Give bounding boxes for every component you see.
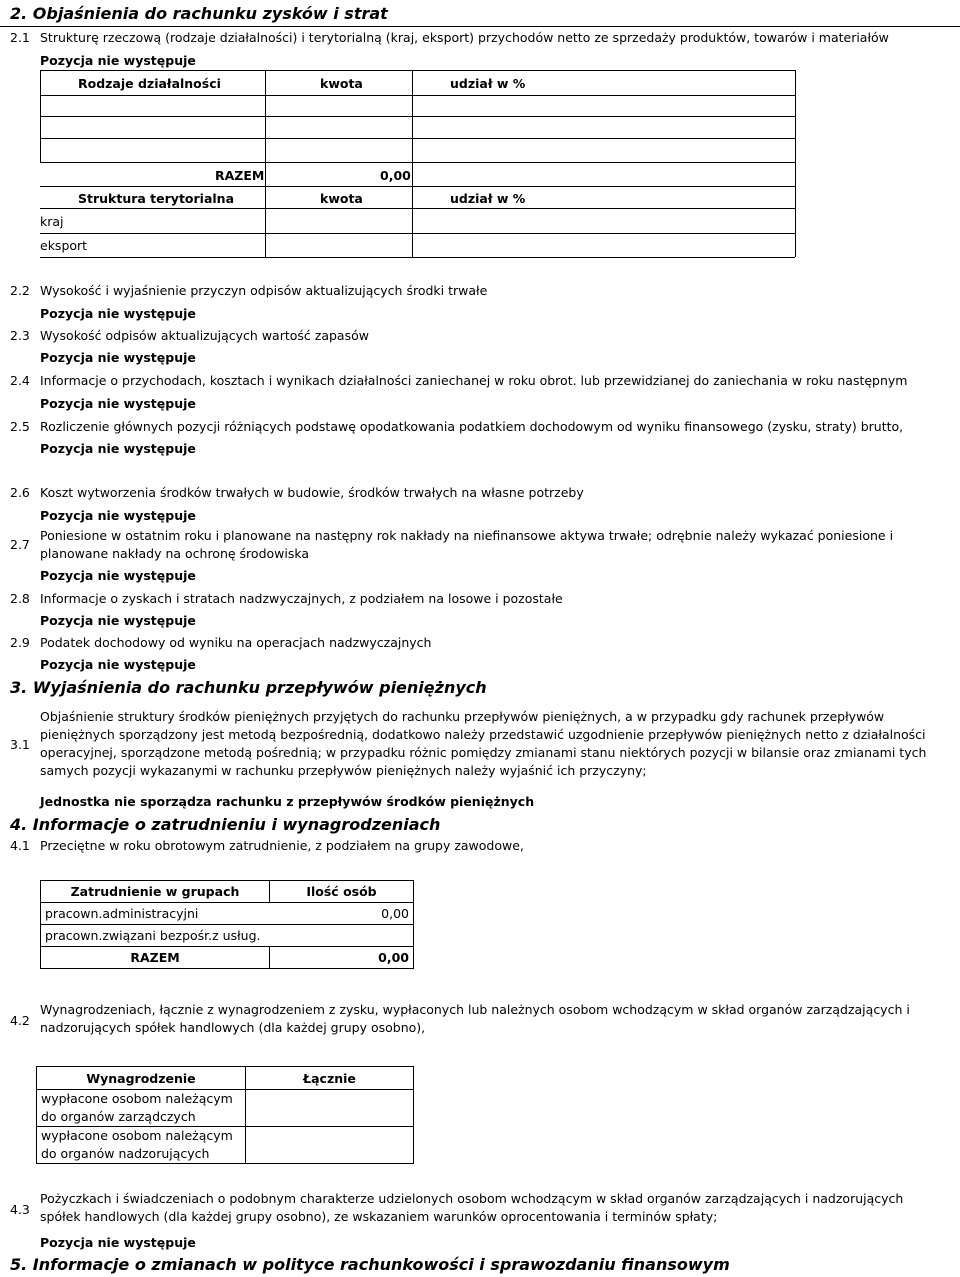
employment-row-label: pracown.związani bezpośr.z usług. [41,925,270,947]
s23-num: 2.3 [10,328,30,343]
employment-total-value: 0,00 [270,947,414,969]
s28-num: 2.8 [10,591,30,606]
section-5-title: 5. Informacje o zmianach w polityce rachunkowości i sprawozdaniu finansowym [10,1255,730,1274]
s26-text: Koszt wytworzenia środków trwałych w budowie, środków trwałych na własne potrzeby [40,485,584,500]
s27-text: Poniesione w ostatnim roku i planowane na następny rok nakłady na niefinansowe aktywa trwałe; odrębnie należy wykazać poniesione i planowane nakłady na ochronę środowiska [40,528,894,561]
territory-header-amount: kwota [320,191,363,206]
divider [0,26,960,27]
employment-row-value: 0,00 [270,903,414,925]
employment-table [40,880,414,969]
not-applicable-label: Pozycja nie występuje [40,508,196,523]
s21-text: Strukturę rzeczową (rodzaje działalności) i terytorialną (kraj, eksport) przychodów netto ze sprzedaży produktów, towarów i materiałów [40,30,889,45]
employment-total-label: RAZEM [41,947,270,969]
territory-header-share: udział w % [450,191,526,206]
not-applicable-label: Pozycja nie występuje [40,350,196,365]
not-applicable-label: Pozycja nie występuje [40,53,196,68]
s31-text: Objaśnienie struktury środków pieniężnych przyjętych do rachunku przepływów pieniężnych, a w przypadku gdy rachunek przepływów pieniężnych sporządzony jest metodą bezpośrednią, dodatkowo należy przedstawić uzgodnienie przepływów pieniężnych netto z działalności operacyjnej, sporządzone metodą pośrednią; w przypadku różnic pomiędzy zmianami stanu niektórych pozycji w bilansie oraz zmianami tych samych pozycji wykazanymi w rachunku przepływów pieniężnych należy wyjaśnić ich przyczyny; [40,709,927,778]
s21-num: 2.1 [10,30,30,45]
employment-row-label: pracown.administracyjni [41,903,270,925]
s25-text: Rozliczenie głównych pozycji różniących podstawę opodatkowania podatkiem dochodowym od wyniku finansowego (zysku, straty) brutto, [40,419,904,434]
salary-row-management: wypłacone osobom należącym do organów zarządczych [37,1090,246,1127]
s23-text: Wysokość odpisów aktualizujących wartość zapasów [40,328,369,343]
activity-header-type: Rodzaje działalności [78,76,221,91]
salary-value-cell [246,1090,414,1127]
s31-num: 3.1 [10,737,30,752]
not-applicable-label: Pozycja nie występuje [40,657,196,672]
s29-num: 2.9 [10,635,30,650]
s27-num: 2.7 [10,537,30,552]
salary-table [36,1066,414,1164]
s41-num: 4.1 [10,838,30,853]
s42-num: 4.2 [10,1013,30,1028]
s42-text: Wynagrodzeniach, łącznie z wynagrodzeniem z zysku, wypłaconych lub należnych osobom wchodzącym w skład organów zarządzających i nadzorujących spółek handlowych (dla każdej grupy osobno), [40,1002,910,1035]
not-applicable-label: Pozycja nie występuje [40,613,196,628]
s25-num: 2.5 [10,419,30,434]
section-4-title: 4. Informacje o zatrudnieniu i wynagrodzeniach [10,815,441,834]
salary-value-cell [246,1127,414,1164]
employment-header-count: Ilość osób [270,881,414,903]
s22-num: 2.2 [10,283,30,298]
activity-total-label: RAZEM [215,168,265,183]
activity-total-value: 0,00 [380,168,411,183]
s43-num: 4.3 [10,1202,30,1217]
s43-text: Pożyczkach i świadczeniach o podobnym charakterze udzielonych osobom wchodzącym w skład organów zarządzających i nadzorujących spółek handlowych (dla każdej grupy osobno), ze wskazaniem warunków oprocentowania i terminów spłaty; [40,1191,904,1224]
s22-text: Wysokość i wyjaśnienie przyczyn odpisów aktualizujących środki trwałe [40,283,488,298]
activity-header-amount: kwota [320,76,363,91]
activity-header-share: udział w % [450,76,526,91]
salary-header-type: Wynagrodzenie [37,1067,246,1090]
s26-num: 2.6 [10,485,30,500]
territory-row-domestic: kraj [40,214,64,229]
section-2-title: 2. Objaśnienia do rachunku zysków i strat [10,4,388,23]
territory-header-type: Struktura terytorialna [78,191,235,206]
not-applicable-label: Pozycja nie występuje [40,396,196,411]
employment-row-value [270,925,414,947]
not-applicable-label: Pozycja nie występuje [40,441,196,456]
s41-text: Przeciętne w roku obrotowym zatrudnienie, z podziałem na grupy zawodowe, [40,838,524,853]
not-applicable-label: Pozycja nie występuje [40,568,196,583]
s29-text: Podatek dochodowy od wyniku na operacjach nadzwyczajnych [40,635,432,650]
cash-flow-note: Jednostka nie sporządza rachunku z przepływów środków pieniężnych [40,794,535,809]
salary-header-total: Łącznie [246,1067,414,1090]
s28-text: Informacje o zyskach i stratach nadzwyczajnych, z podziałem na losowe i pozostałe [40,591,563,606]
territory-row-export: eksport [40,238,88,253]
employment-header-group: Zatrudnienie w grupach [41,881,270,903]
salary-row-supervisory: wypłacone osobom należącym do organów nadzorujących [37,1127,246,1164]
not-applicable-label: Pozycja nie występuje [40,1235,196,1250]
not-applicable-label: Pozycja nie występuje [40,306,196,321]
section-3-title: 3. Wyjaśnienia do rachunku przepływów pieniężnych [10,678,487,697]
s24-text: Informacje o przychodach, kosztach i wynikach działalności zaniechanej w roku obrot. lub przewidzianej do zaniechania w roku następnym [40,373,908,388]
s24-num: 2.4 [10,373,30,388]
